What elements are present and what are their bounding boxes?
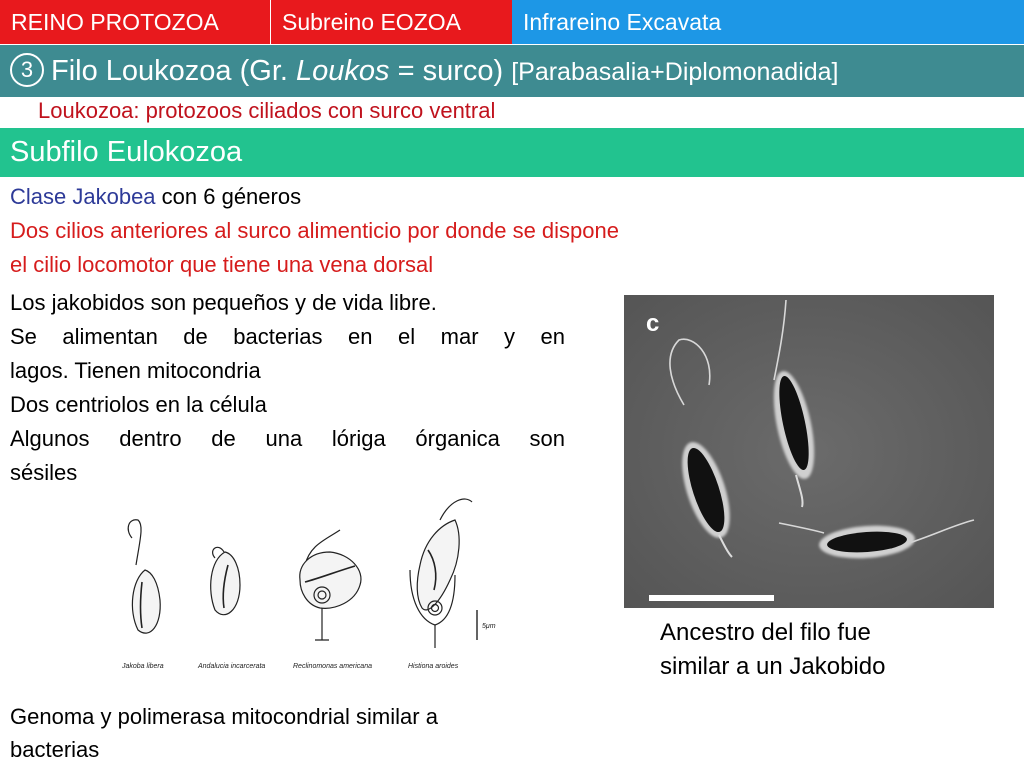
body-line: lagos. Tienen mitocondria bbox=[10, 358, 261, 383]
body-line: Se alimentan de bacterias en el mar y en bbox=[10, 324, 565, 349]
drawing-label: Histiona aroides bbox=[408, 663, 459, 670]
class-genera-count: con 6 géneros bbox=[155, 184, 302, 209]
phylum-description: Loukozoa: protozoos ciliados con surco ventral bbox=[38, 98, 496, 123]
class-line bbox=[10, 180, 301, 214]
body-line: sésiles bbox=[10, 460, 78, 485]
breadcrumb-subreino: Subreino EOZOA bbox=[270, 0, 512, 44]
drawing-jakoba-libera bbox=[128, 520, 160, 633]
phylum-bracket-note: [Parabasalia+Diplomonadida] bbox=[511, 58, 839, 86]
genome-note bbox=[10, 700, 438, 766]
body-line: Dos centriolos en la célula bbox=[10, 392, 267, 417]
phylum-title-suffix: = surco) bbox=[389, 55, 512, 87]
body-line: Algunos dentro de una lóriga órganica son bbox=[10, 426, 565, 451]
drawing-andalucia-incarcerata bbox=[211, 547, 240, 614]
class-name: Clase Jakobea bbox=[10, 184, 156, 209]
drawing-histiona-aroides bbox=[410, 499, 472, 648]
jakobid-micrograph bbox=[624, 295, 994, 608]
micrograph-caption bbox=[660, 616, 885, 684]
micrograph-scale-bar bbox=[649, 595, 774, 601]
drawing-label: Andalucia incarcerata bbox=[198, 663, 266, 670]
breadcrumb-reino: REINO PROTOZOA bbox=[0, 0, 270, 44]
drawing-label: Reclinomonas americana bbox=[293, 663, 372, 670]
caption-line: Ancestro del filo fue bbox=[660, 619, 871, 646]
micrograph-panel-label: c bbox=[646, 310, 660, 337]
cilia-description-line: el cilio locomotor que tiene una vena dorsal bbox=[10, 252, 434, 277]
drawing-label: Jakoba libera bbox=[122, 663, 164, 670]
phylum-title-bar bbox=[0, 45, 1024, 97]
genome-note-line: Genoma y polimerasa mitocondrial similar a bbox=[10, 704, 438, 729]
jakobid-description bbox=[10, 286, 565, 490]
breadcrumb-infrareino: Infrareino Excavata bbox=[512, 0, 1024, 44]
phylum-number-badge: 3 bbox=[10, 53, 44, 87]
body-line: Los jakobidos son pequeños y de vida libre. bbox=[10, 290, 437, 315]
subphylum-title-bar: Subfilo Eulokozoa bbox=[0, 128, 1024, 177]
phylum-title-etymology: Loukos bbox=[296, 55, 390, 87]
cilia-description bbox=[10, 214, 619, 282]
phylum-title-prefix: Filo Loukozoa (Gr. bbox=[51, 55, 296, 87]
drawing-scale-label: 5μm bbox=[482, 623, 496, 630]
caption-line: similar a un Jakobido bbox=[660, 653, 886, 680]
jakobid-drawings bbox=[110, 490, 500, 680]
drawing-reclinomonas-americana bbox=[300, 530, 361, 640]
genome-note-line: bacterias bbox=[10, 737, 100, 762]
cilia-description-line: Dos cilios anteriores al surco alimenticio por donde se dispone bbox=[10, 218, 619, 243]
